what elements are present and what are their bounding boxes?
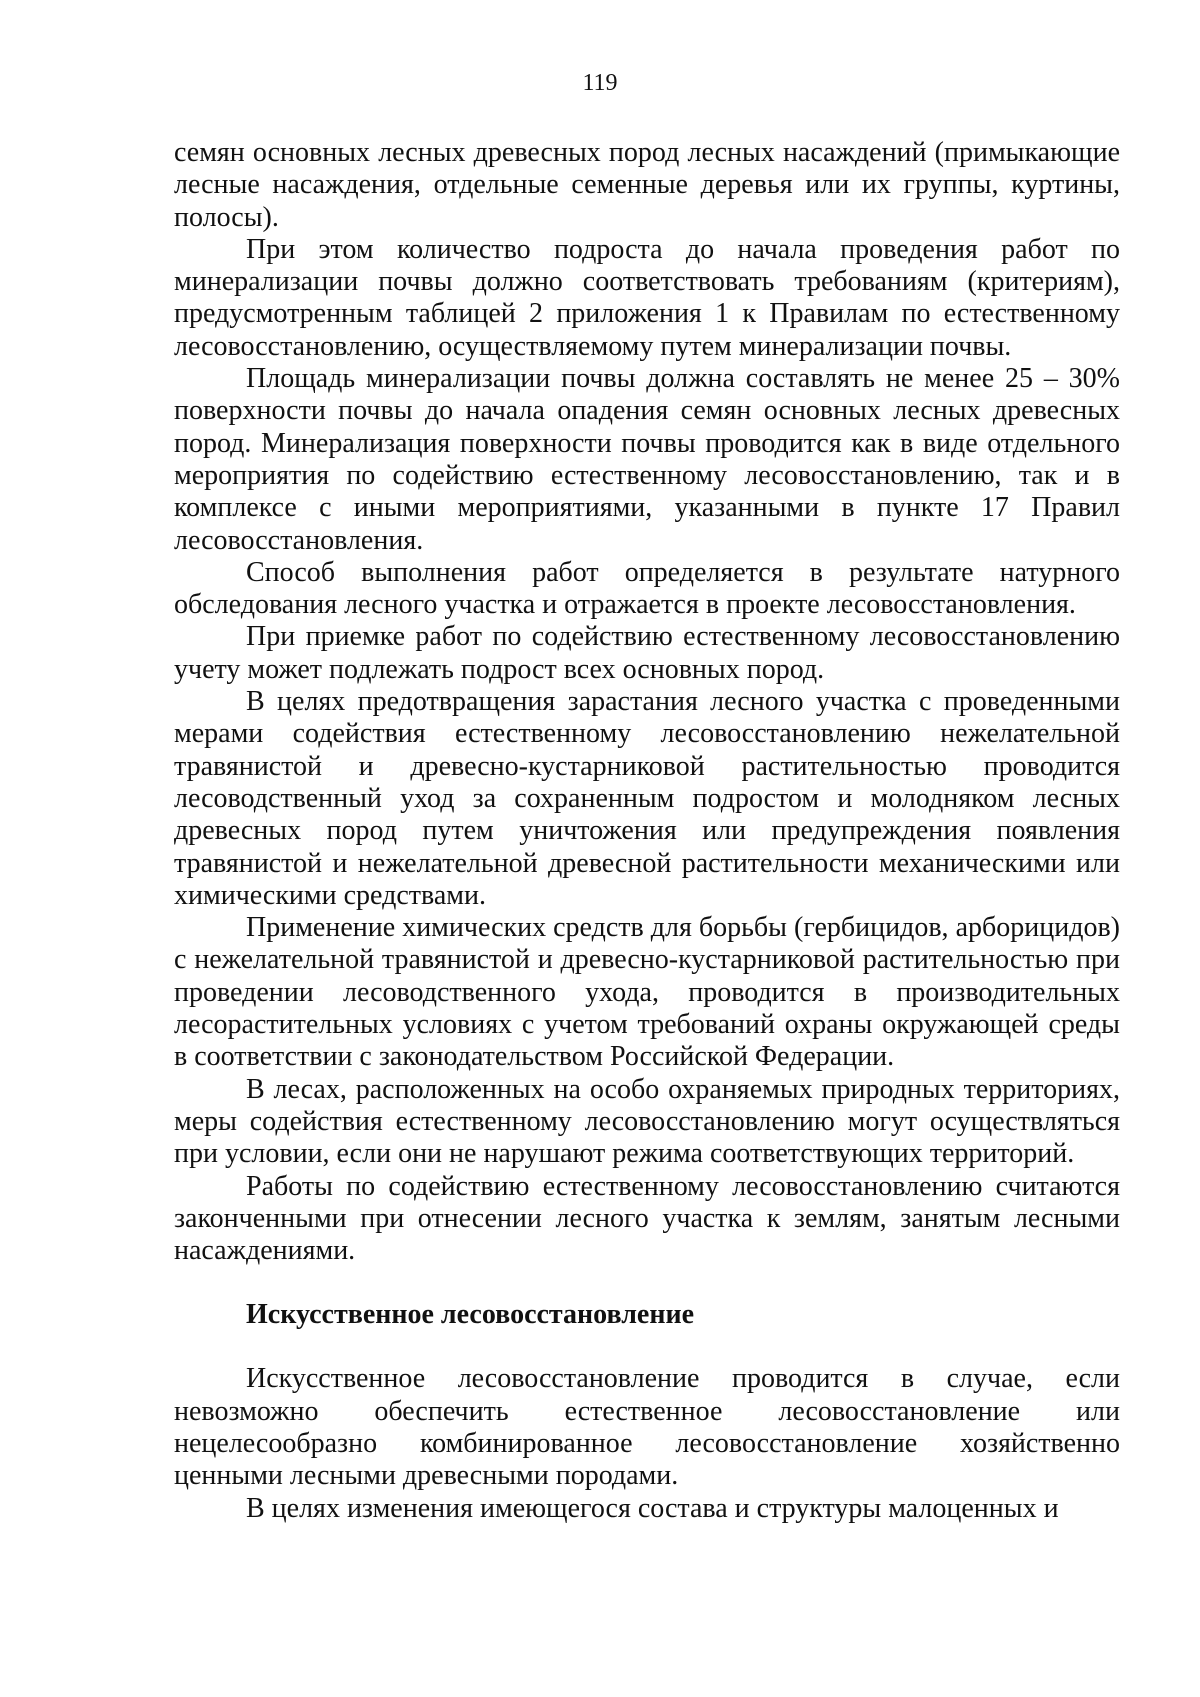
paragraph-mineralization-area: Площадь минерализации почвы должна составлять не менее 25 – 30% поверхности почвы до начала опадения семян основных лесных древесных пород. Минерализация поверхности почвы проводится как в виде отдельного мероприятия по содействию естественному лесовосстановлению, так и в комплексе с иными мероприятиями, указанными в пункте 17 Правил лесовосстановления. [174,363,1120,556]
paragraph-work-method: Способ выполнения работ определяется в результате натурного обследования лесного участка и отражается в проекте лесовосстановления. [174,556,1120,621]
page-number: 119 [582,70,618,96]
paragraph-completion: Работы по содействию естественному лесовосстановлению считаются законченными при отнесении лесного участка к землям, занятым лесными насаждениями. [174,1170,1120,1267]
paragraph-chemical-means: Применение химических средств для борьбы (гербицидов, арборицидов) с нежелательной травянистой и древесно-кустарниковой растительностью при проведении лесоводственного ухода, проводится в производительных лесорастительных условиях с учетом требований охраны окружающей среды в соответствии с законодательством Российской Федерации. [174,912,1120,1073]
paragraph-artificial-reforestation: Искусственное лесовосстановление проводится в случае, если невозможно обеспечить естественное лесовосстановление или нецелесообразно комбинированное лесовосстановление хозяйственно ценными лесными древесными породами. [174,1363,1120,1492]
paragraph-composition-change: В целях изменения имеющегося состава и структуры малоценных и [246,1492,1059,1524]
paragraph-undergrowth-requirements: При этом количество подроста до начала проведения работ по минерализации почвы должно соответствовать требованиям (критериям), предусмотренным таблицей 2 приложения 1 к Правилам по естественному лесовосстановлению, осуществляемому путем минерализации почвы. [174,233,1120,362]
paragraph-protected-areas: В лесах, расположенных на особо охраняемых природных территориях, меры содействия естественному лесовосстановлению могут осуществляться при условии, если они не нарушают режима соответствующих территорий. [174,1073,1120,1170]
section-heading: Искусственное лесовосстановление [246,1299,695,1331]
paragraph-acceptance: При приемке работ по содействию естественному лесовосстановлению учету может подлежать подрост всех основных пород. [174,621,1120,685]
page-content [174,137,1120,1525]
paragraph-overgrowth-prevention: В целях предотвращения зарастания лесного участка с проведенными мерами содействия естественному лесовосстановлению нежелательной травянистой и древесно-кустарниковой растительностью проводится лесоводственный уход за сохраненным подростом и молодняком лесных древесных пород путем уничтожения или предупреждения появления травянистой и нежелательной древесной растительности механическими или химическими средствами. [174,686,1120,911]
paragraph-continuation: семян основных лесных древесных пород лесных насаждений (примыкающие лесные насаждения, отдельные семенные деревья или их группы, куртины, полосы). [174,137,1120,233]
